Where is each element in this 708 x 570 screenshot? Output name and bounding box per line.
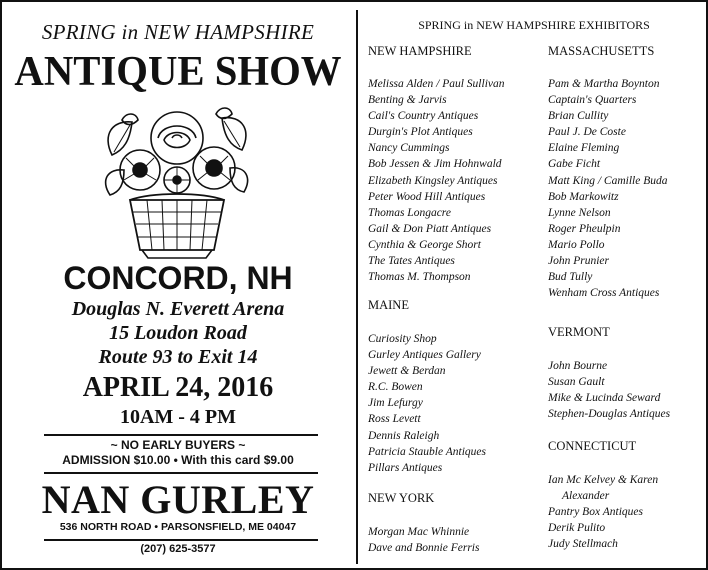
exhibitor-item: Elaine Fleming [548,142,620,155]
show-info-panel [6,6,350,568]
exhibitor-item: Brian Cullity [548,110,609,123]
exhibitor-item: Roger Pheulpin [548,222,621,235]
exhibitor-item: Mike & Lucinda Seward [548,392,661,405]
organizer-address: 536 NORTH ROAD • PARSONSFIELD, ME 04047 [59,521,297,533]
exhibitor-item: Melissa Alden / Paul Sullivan [368,78,505,90]
show-title: ANTIQUE SHOW [14,49,342,95]
exhibitor-item: John Prunier [548,255,610,268]
section-heading-massachusetts: MASSACHUSETTS [548,44,655,58]
section-heading-new-york: NEW YORK [368,491,435,505]
exhibitor-list-massachusetts [548,76,667,301]
exhibitor-list-connecticut [548,472,658,552]
section-heading-vermont: VERMONT [548,325,610,339]
exhibitors-title: SPRING in NEW HAMPSHIRE EXHIBITORS [418,18,650,32]
exhibitor-item: Ian Mc Kelvey & Karen [548,474,659,486]
divider-rule [44,539,318,541]
exhibitors-panel [362,6,706,568]
exhibitor-item: Susan Gault [548,376,605,389]
exhibitor-item: Bud Tully [548,271,593,284]
admission-price: ADMISSION $10.00 • With this card $9.00 [62,453,294,467]
show-city: CONCORD, NH [63,260,293,296]
exhibitor-item: John Bourne [548,360,608,372]
exhibitor-item: Thomas M. Thompson [368,271,471,284]
exhibitor-list-vermont [548,358,670,422]
organizer-phone: (207) 625-3577 [140,543,216,555]
exhibitor-item: Morgan Mac Whinnie [368,526,470,538]
exhibitor-item: Benting & Jarvis [368,94,447,107]
exhibitor-item: Thomas Longacre [368,206,451,219]
exhibitor-item: Judy Stellmach [548,538,618,551]
exhibitor-item: The Tates Antiques [368,255,455,268]
vertical-divider [356,10,358,564]
exhibitor-item: Dennis Raleigh [368,429,440,442]
exhibitor-item: Dave and Bonnie Ferris [368,542,480,555]
exhibitor-item: Nancy Cummings [368,142,450,155]
venue-directions: Route 93 to Exit 14 [98,346,258,368]
exhibitor-item: Paul J. De Coste [548,126,626,139]
no-early-buyers-notice: ~ NO EARLY BUYERS ~ [110,438,246,452]
exhibitor-list-maine [368,331,486,476]
exhibitor-list-new-york [368,524,479,556]
exhibitor-item: Gail & Don Piatt Antiques [368,222,492,235]
exhibitor-item: Gabe Ficht [548,158,601,171]
show-date: APRIL 24, 2016 [82,372,274,403]
exhibitor-item: Patricia Stauble Antiques [368,445,486,458]
exhibitor-item: Captain's Quarters [548,94,637,107]
exhibitor-item: Gurley Antiques Gallery [368,349,481,362]
exhibitor-item: Cynthia & George Short [368,238,481,251]
exhibitor-item: Wenham Cross Antiques [548,287,660,300]
exhibitor-item: Ross Levett [368,413,421,426]
exhibitor-item: Bob Jessen & Jim Hohnwald [368,158,502,171]
exhibitor-item: Jewett & Berdan [368,365,446,378]
exhibitor-item: Derik Pulito [548,522,606,535]
divider-rule [44,434,318,436]
flower-basket-illustration [102,100,252,260]
exhibitor-item: Alexander [562,490,610,503]
exhibitor-item: Peter Wood Hill Antiques [368,190,486,203]
organizer-name: NAN GURLEY [41,477,315,522]
show-hours: 10AM - 4 PM [119,406,237,428]
exhibitor-item: Jim Lefurgy [368,397,423,410]
exhibitor-item: Durgin's Plot Antiques [368,126,473,139]
exhibitor-list-new-hampshire [368,76,505,285]
venue-name: Douglas N. Everett Arena [71,298,285,320]
section-heading-maine: MAINE [368,298,409,312]
exhibitor-item: Pam & Martha Boynton [548,78,660,90]
show-subtitle: SPRING in NEW HAMPSHIRE [41,20,315,44]
exhibitor-item: Pillars Antiques [368,461,443,474]
section-heading-new-hampshire: NEW HAMPSHIRE [368,44,472,58]
exhibitor-item: Cail's Country Antiques [368,110,479,123]
exhibitor-item: Lynne Nelson [548,206,611,219]
divider-rule [44,472,318,474]
section-heading-connecticut: CONNECTICUT [548,439,637,453]
venue-street: 15 Loudon Road [109,322,247,344]
exhibitor-item: Stephen-Douglas Antiques [548,408,671,421]
exhibitor-item: Curiosity Shop [368,333,437,345]
exhibitor-item: Mario Pollo [548,238,605,251]
exhibitor-item: Pantry Box Antiques [548,506,643,519]
exhibitor-item: R.C. Bowen [368,381,423,394]
exhibitor-item: Matt King / Camille Buda [548,174,668,187]
exhibitor-item: Elizabeth Kingsley Antiques [368,174,498,187]
exhibitor-item: Bob Markowitz [548,190,619,203]
